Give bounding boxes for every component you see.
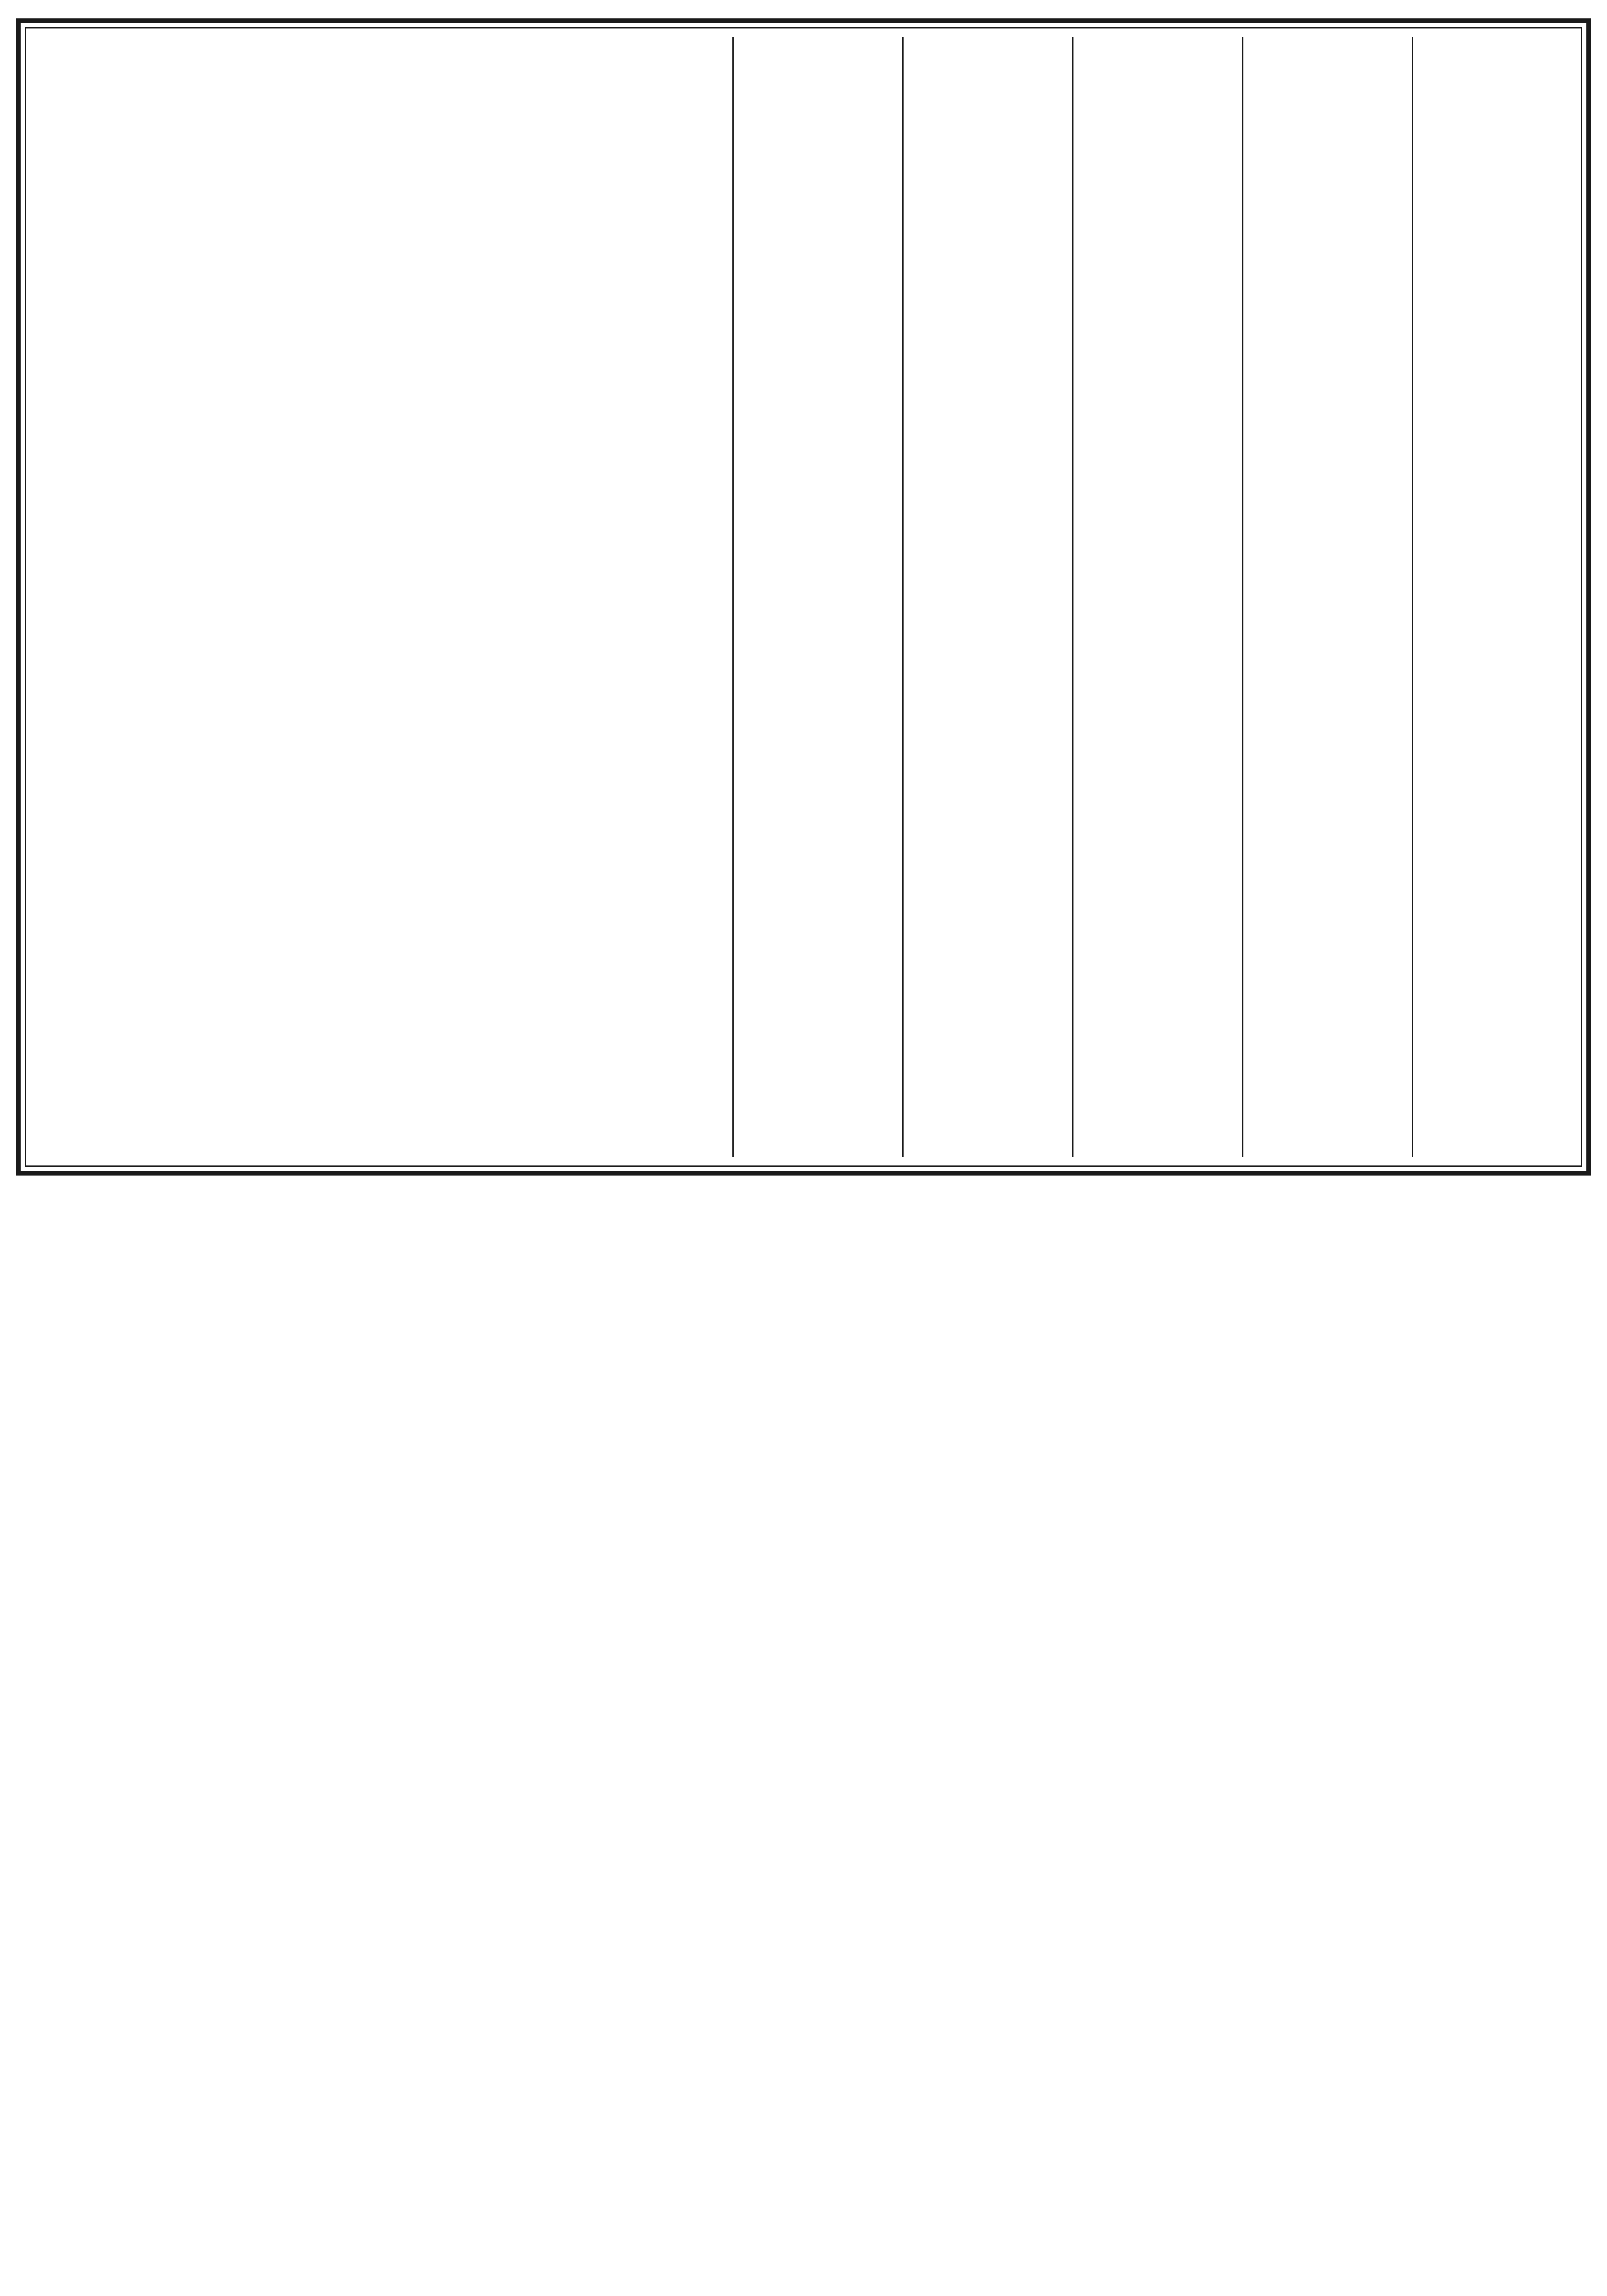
column-text	[1412, 37, 1582, 1157]
column-text	[1242, 37, 1412, 1157]
column-text-line	[1463, 46, 1532, 1148]
column-text-line	[1124, 46, 1192, 1148]
column-text-line	[784, 46, 853, 1148]
column-text	[902, 37, 1072, 1157]
top-page-frame	[16, 18, 1591, 1176]
column-text	[732, 37, 902, 1157]
column-text-line	[954, 46, 1023, 1148]
column-text-line	[1293, 46, 1362, 1148]
column-text	[1072, 37, 1242, 1157]
